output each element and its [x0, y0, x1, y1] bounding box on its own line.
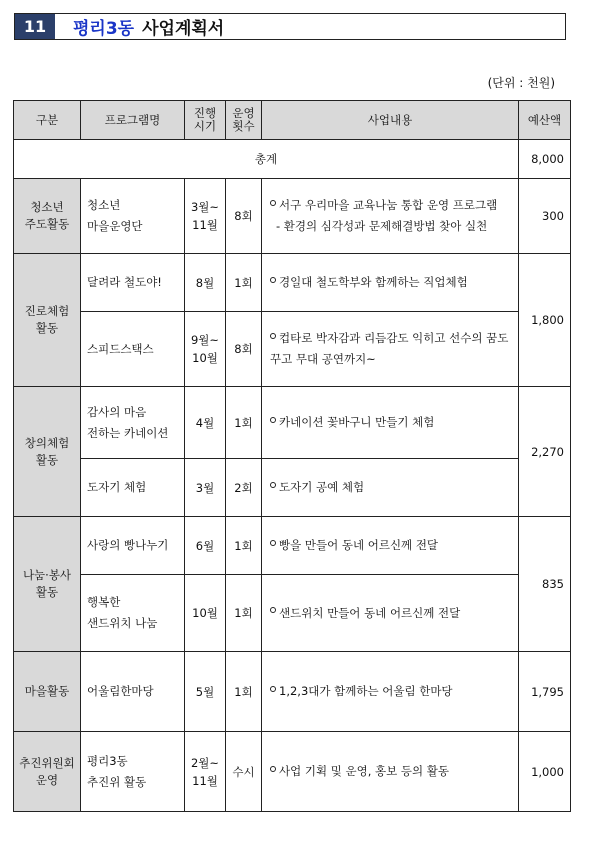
content-cell — [262, 312, 519, 387]
table-row — [14, 459, 571, 517]
document-title: 사업계획서 — [142, 19, 225, 39]
content-cell — [262, 517, 519, 575]
content-cell — [262, 387, 519, 459]
program-name: 행복한 샌드위치 나눔 — [81, 575, 185, 652]
count-cell: 1회 — [226, 254, 262, 312]
program-name: 사랑의 빵나누기 — [81, 517, 185, 575]
table-row — [14, 312, 571, 387]
table-header-row — [14, 101, 571, 140]
total-budget: 8,000 — [519, 140, 571, 179]
content-text: 카네이션 꽃바구니 만들기 체험 — [279, 415, 435, 429]
count-cell: 1회 — [226, 387, 262, 459]
budget-cell: 1,800 — [519, 254, 571, 387]
district-name: 평리3동 — [73, 19, 135, 39]
table-row — [14, 517, 571, 575]
period-cell: 6월 — [185, 517, 226, 575]
count-cell: 1회 — [226, 652, 262, 732]
content-text: 경일대 철도학부와 함께하는 직업체험 — [279, 275, 468, 289]
content-text: 1,2,3대가 함께하는 어울림 한마당 — [279, 684, 453, 698]
header-period: 진행 시기 — [185, 101, 226, 140]
bullet-icon — [270, 482, 276, 488]
period-cell: 3월~ 11월 — [185, 179, 226, 254]
program-name: 감사의 마음 전하는 카네이션 — [81, 387, 185, 459]
content-text: 서구 우리마을 교육나눔 통합 운영 프로그램 — [279, 198, 498, 212]
category-cell: 마을활동 — [14, 652, 81, 732]
period-cell: 9월~ 10월 — [185, 312, 226, 387]
content-cell — [262, 732, 519, 812]
program-name: 스피드스택스 — [81, 312, 185, 387]
count-cell: 1회 — [226, 517, 262, 575]
table-row — [14, 387, 571, 459]
bullet-icon — [270, 607, 276, 613]
count-cell: 2회 — [226, 459, 262, 517]
category-cell: 창의체험 활동 — [14, 387, 81, 517]
header-category: 구분 — [14, 101, 81, 140]
content-text: 도자기 공예 체험 — [279, 480, 365, 494]
content-cell — [262, 652, 519, 732]
table-row — [14, 254, 571, 312]
unit-note: (단위 : 천원) — [487, 76, 555, 90]
period-cell: 4월 — [185, 387, 226, 459]
period-cell: 5월 — [185, 652, 226, 732]
bullet-icon — [270, 686, 276, 692]
category-cell: 진로체험 활동 — [14, 254, 81, 387]
program-name: 평리3동 추진위 활동 — [81, 732, 185, 812]
total-row — [14, 140, 571, 179]
content-text: 샌드위치 만들어 동네 어르신께 전달 — [279, 605, 461, 620]
content-text: 컵타로 박자감과 리듬감도 익히고 선수의 꿈도 꾸고 무대 공연까지~ — [270, 331, 509, 366]
count-cell: 8회 — [226, 179, 262, 254]
header-content: 사업내용 — [262, 101, 519, 140]
category-cell: 나눔·봉사 활동 — [14, 517, 81, 652]
content-cell — [262, 179, 519, 254]
plan-table — [13, 100, 571, 812]
bullet-icon — [270, 540, 276, 546]
period-cell: 3월 — [185, 459, 226, 517]
bullet-icon — [270, 200, 276, 206]
header-count: 운영 횟수 — [226, 101, 262, 140]
table-row — [14, 732, 571, 812]
section-number: 11 — [15, 14, 55, 39]
content-cell — [262, 575, 519, 652]
program-name: 청소년 마을운영단 — [81, 179, 185, 254]
bullet-icon — [270, 277, 276, 283]
count-cell: 수시 — [226, 732, 262, 812]
content-cell — [262, 459, 519, 517]
program-name: 도자기 체험 — [81, 459, 185, 517]
budget-cell: 835 — [519, 517, 571, 652]
total-label: 총계 — [14, 140, 519, 179]
header-program: 프로그램명 — [81, 101, 185, 140]
period-cell: 10월 — [185, 575, 226, 652]
table-row — [14, 575, 571, 652]
count-cell: 8회 — [226, 312, 262, 387]
content-text: 사업 기획 및 운영, 홍보 등의 활동 — [279, 764, 450, 778]
budget-cell: 1,795 — [519, 652, 571, 732]
program-name: 어울림한마당 — [81, 652, 185, 732]
table-row — [14, 179, 571, 254]
table-row — [14, 652, 571, 732]
period-cell: 2월~ 11월 — [185, 732, 226, 812]
content-subtext: - 환경의 심각성과 문제해결방법 찾아 실천 — [276, 219, 488, 233]
bullet-icon — [270, 333, 276, 339]
bullet-icon — [270, 766, 276, 772]
period-cell: 8월 — [185, 254, 226, 312]
count-cell: 1회 — [226, 575, 262, 652]
title-bar — [14, 13, 566, 40]
budget-cell: 300 — [519, 179, 571, 254]
category-cell: 청소년 주도활동 — [14, 179, 81, 254]
content-cell — [262, 254, 519, 312]
content-text: 빵을 만들어 동네 어르신께 전달 — [279, 538, 439, 552]
budget-cell: 2,270 — [519, 387, 571, 517]
header-budget: 예산액 — [519, 101, 571, 140]
budget-cell: 1,000 — [519, 732, 571, 812]
program-name: 달려라 철도야! — [81, 254, 185, 312]
bullet-icon — [270, 417, 276, 423]
category-cell: 추진위원회 운영 — [14, 732, 81, 812]
